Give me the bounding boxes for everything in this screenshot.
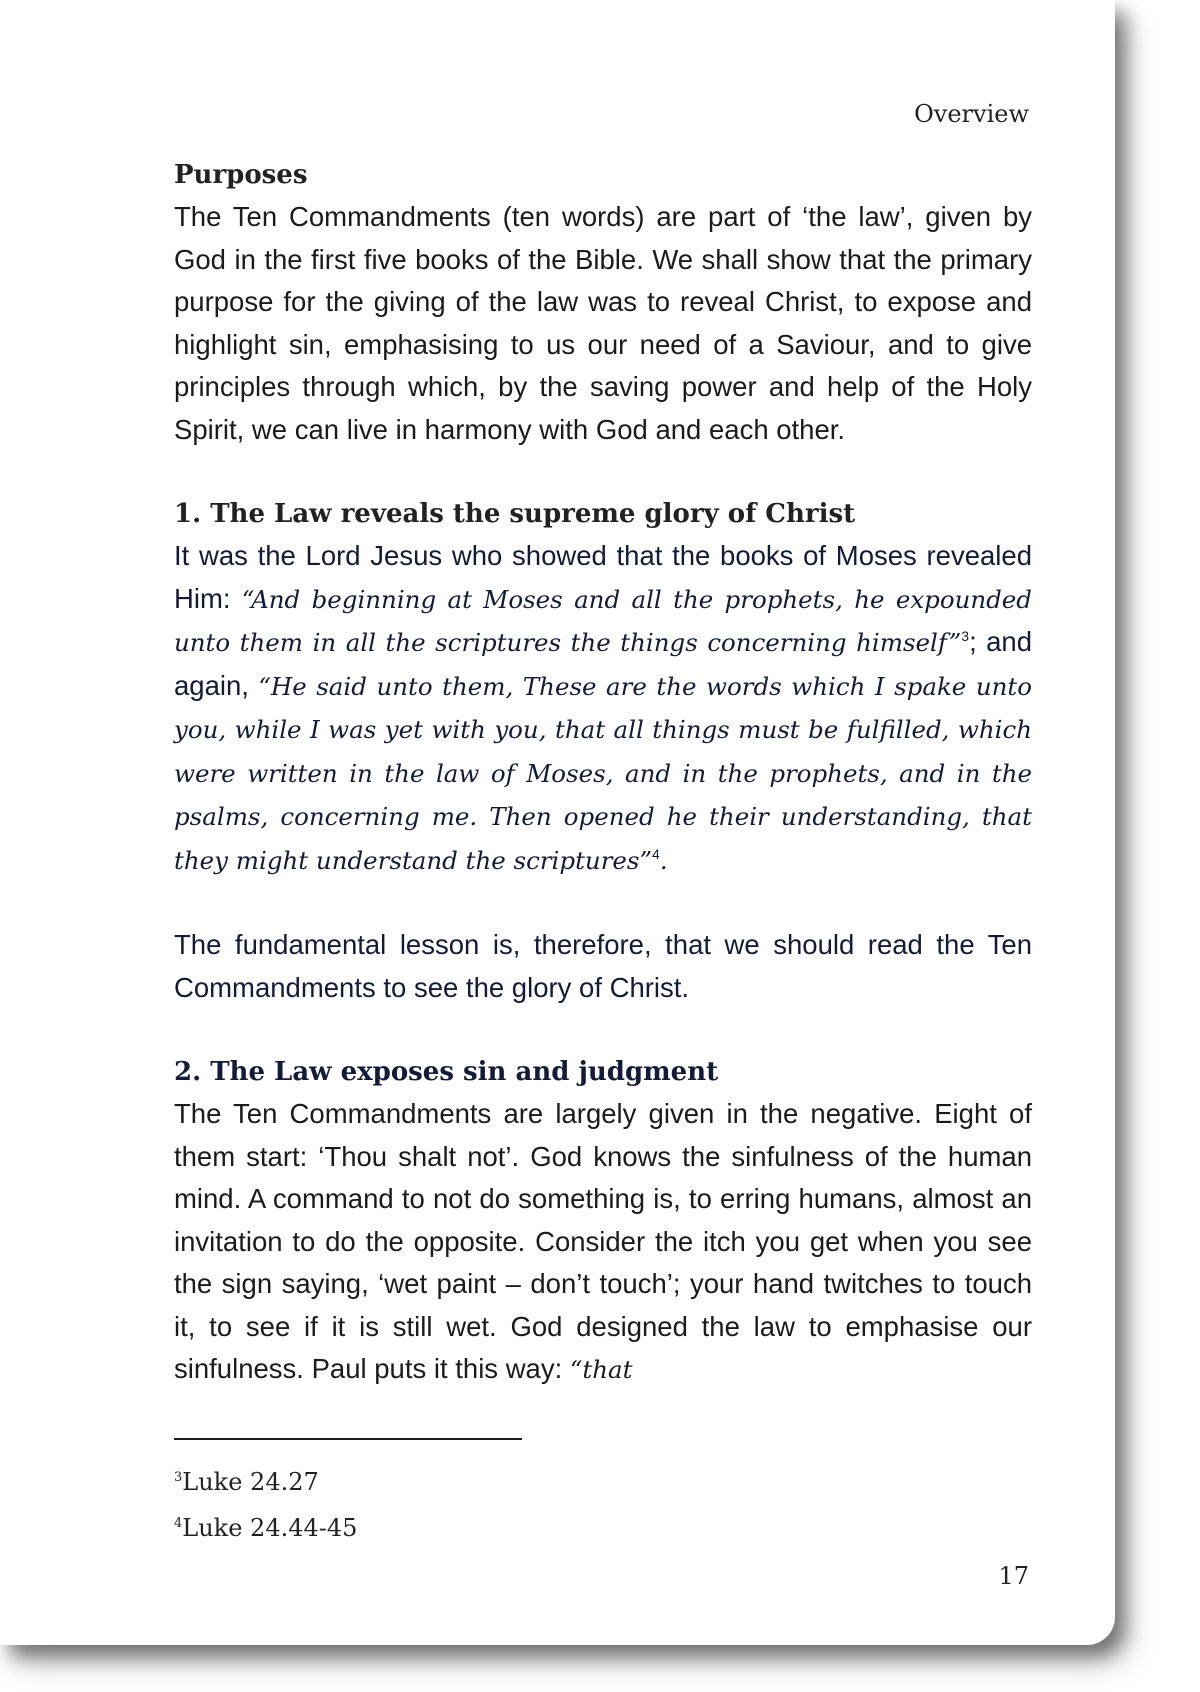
- footnote-3: [174, 1462, 357, 1508]
- footnote-text: Luke 24.44-45: [182, 1514, 358, 1542]
- law-exposes-text: The Ten Commandments are largely given in the negative. Eight of them start: ‘Thou shalt not’. God knows the sinfulness of the human mind. A command to not do something is, to erring humans, almost an invitation to do the opposite. Consider the itch you get when you see the sign saying, ‘wet paint – don’t touch’; your hand twitches to touch it, to see if it is still wet. God designed the law to emphasise our sinfulness. Paul puts it this way:: [174, 1098, 1032, 1384]
- paragraph-spacer: [174, 882, 1032, 924]
- footnote-ref-4: 4: [652, 845, 660, 862]
- section-heading-law-reveals: 1. The Law reveals the supreme glory of Christ: [174, 499, 856, 529]
- footnotes: [174, 1462, 357, 1554]
- paragraph-law-reveals: [174, 535, 1032, 882]
- paragraph-purposes: The Ten Commandments (ten words) are part of ‘the law’, given by God in the first five books of the Bible. We shall show that the primary purpose for the giving of the law was to reveal Christ, to expose and highlight sin, emphasising to us our need of a Saviour, and to give principles through which, by the saving power and help of the Holy Spirit, we can live in harmony with God and each other.: [174, 201, 1032, 445]
- page-number: 17: [998, 1562, 1029, 1590]
- paragraph-spacer: [174, 451, 1032, 493]
- footnote-text: Luke 24.27: [182, 1468, 319, 1496]
- running-header: Overview: [914, 100, 1029, 128]
- connector-text: ; and again,: [174, 626, 1032, 701]
- paragraph-fundamental-lesson: The fundamental lesson is, therefore, that we should read the Ten Commandments to see the glory of Christ.: [174, 929, 1032, 1003]
- page-content: [174, 154, 1032, 1392]
- footnote-ref-3: 3: [961, 627, 970, 644]
- scripture-quote-start: “that: [569, 1355, 633, 1384]
- paragraph-spacer: [174, 1009, 1032, 1051]
- footnote-4: [174, 1508, 357, 1554]
- footnote-number: 4: [174, 1516, 183, 1531]
- intro-text: It was the Lord Jesus who showed that the books of Moses revealed Him:: [174, 540, 1032, 614]
- quote-end-period: .: [659, 845, 668, 875]
- paragraph-law-exposes: [174, 1093, 1032, 1392]
- footnote-divider: [174, 1438, 522, 1440]
- footnote-number: 3: [174, 1470, 183, 1485]
- section-heading-law-exposes: 2. The Law exposes sin and judgment: [174, 1057, 719, 1087]
- scripture-quote-2: “He said unto them, These are the words which I spake unto you, while I was yet with you, that all things must be fulfilled, which were written in the law of Moses, and in the prophets, and in the psalms, concerning me. Then opened he their understanding, that they might understand the scriptures”: [174, 671, 1032, 875]
- section-heading-purposes: Purposes: [174, 160, 308, 190]
- scripture-quote-1: “And beginning at Moses and all the prophets, he expounded unto them in all the scriptures the things concerning himself”: [174, 584, 1032, 657]
